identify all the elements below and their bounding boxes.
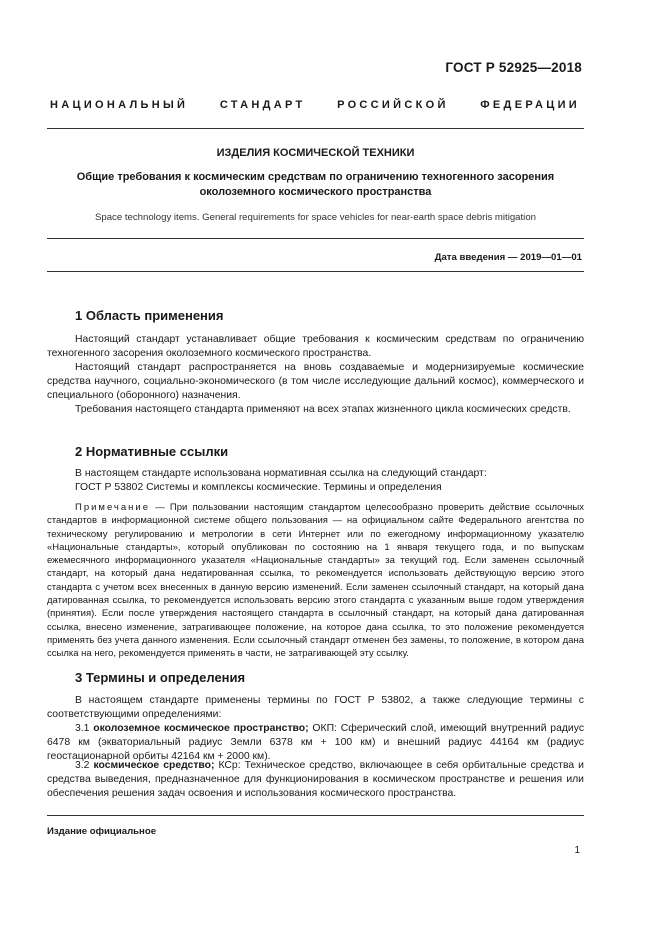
footer-rule — [47, 815, 584, 816]
official-edition-label: Издание официальное — [47, 826, 157, 837]
term-3-1-number: 3.1 — [75, 723, 94, 734]
term-3-2-number: 3.2 — [75, 760, 94, 771]
section-2-paragraph-1: В настоящем стандарте использована нормативная ссылка на следующий стандарт: — [75, 468, 487, 479]
national-standard-banner: НАЦИОНАЛЬНЫЙ СТАНДАРТ РОССИЙСКОЙ ФЕДЕРАЦИИ — [50, 99, 580, 111]
page-number: 1 — [574, 845, 580, 856]
header-rule — [47, 128, 584, 129]
subtitle-line-1: Общие требования к космическим средствам по ограничению техногенного засорения — [76, 171, 555, 183]
intro-date: Дата введения — 2019—01—01 — [434, 252, 582, 263]
section-2-note — [47, 501, 584, 661]
section-3-heading: 3 Термины и определения — [75, 670, 246, 685]
subtitle-line-2: околоземного космического пространства — [199, 186, 432, 198]
term-3-2-definition: КСр: Техническое средство, включающее в себя орбитальные средства и средства выведения, предназначенное для функционирования в космическом пространстве и решения или обеспечения решения задач освоения и использования космического пространства. — [47, 760, 584, 800]
term-3-2-name: космическое средство; — [93, 760, 215, 771]
section-1-paragraph-2: Настоящий стандарт распространяется на вновь создаваемые и модернизируемые космические средства научного, социально-экономического (в том числе исследующие дальний космос), коммерческого и специального (оборонного) назначения. — [47, 362, 584, 402]
section-1-paragraph-1: Настоящий стандарт устанавливает общие требования к космическим средствам по ограничению техногенного засорения околоземного космического пространства. — [47, 334, 584, 360]
section-3-paragraph-1: В настоящем стандарте применены термины по ГОСТ Р 53802, а также следующие термины с соответствующими определениями: — [47, 695, 584, 721]
date-rule — [47, 271, 584, 272]
title-rule — [47, 238, 584, 239]
note-label: Примечание — [75, 502, 150, 513]
gost-code: ГОСТ Р 52925—2018 — [445, 60, 582, 75]
section-1-heading: 1 Область применения — [75, 308, 224, 323]
english-title: Space technology items. General requirements for space vehicles for near-earth space debris mitigation — [94, 212, 536, 223]
term-3-2 — [47, 759, 584, 802]
section-1-paragraph-3: Требования настоящего стандарта применяют на всех этапах жизненного цикла космических средств. — [75, 404, 571, 415]
term-3-1-definition: ОКП: Сферический слой, имеющий внутренний радиус 6478 км (экваториальный радиус Земли 6378 км + 100 км) и внешний радиус 44164 км (радиус геостационарной орбиты 42164 км + 2000 км). — [47, 723, 585, 763]
document-subtitle — [47, 170, 584, 200]
note-text: — При пользовании настоящим стандартом целесообразно проверить действие ссылочных стандартов в информационной системе общего пользования — на официальном сайте Федерального агентства по техническому регулированию и метрологии в сети Интернет или по ежегодному информационному указателю «Национальные стандарты», который опубликован по состоянию на 1 января текущего года, и по выпускам ежемесячного информационного указателя «Национальные стандарты» за текущий год. Если заменен ссылочный стандарт, на который дана недатированная ссылка, то рекомендуется использовать действующую версию этого стандарта с учетом всех внесенных в данную версию изменений. Если заменен ссылочный стандарт, на который дана датированная ссылка, то рекомендуется использовать версию этого стандарта с указанным выше годом утверждения (принятия). Если после утверждения настоящего стандарта в ссылочный стандарт, на который дана датированная ссылка, внесено изменение, затрагивающее положение, на которое дана ссылка, то это положение рекомендуется применять без учета данного изменения. Если ссылочный стандарт отменен без замены, то положение, в котором дана ссылка на него, рекомендуется применять в части, не затрагивающей эту ссылку. — [47, 502, 584, 660]
term-3-1-name: околоземное космическое пространство; — [93, 723, 309, 734]
section-2-heading: 2 Нормативные ссылки — [75, 444, 229, 459]
section-2-reference: ГОСТ Р 53802 Системы и комплексы космические. Термины и определения — [75, 482, 442, 493]
document-title: ИЗДЕЛИЯ КОСМИЧЕСКОЙ ТЕХНИКИ — [216, 147, 415, 159]
